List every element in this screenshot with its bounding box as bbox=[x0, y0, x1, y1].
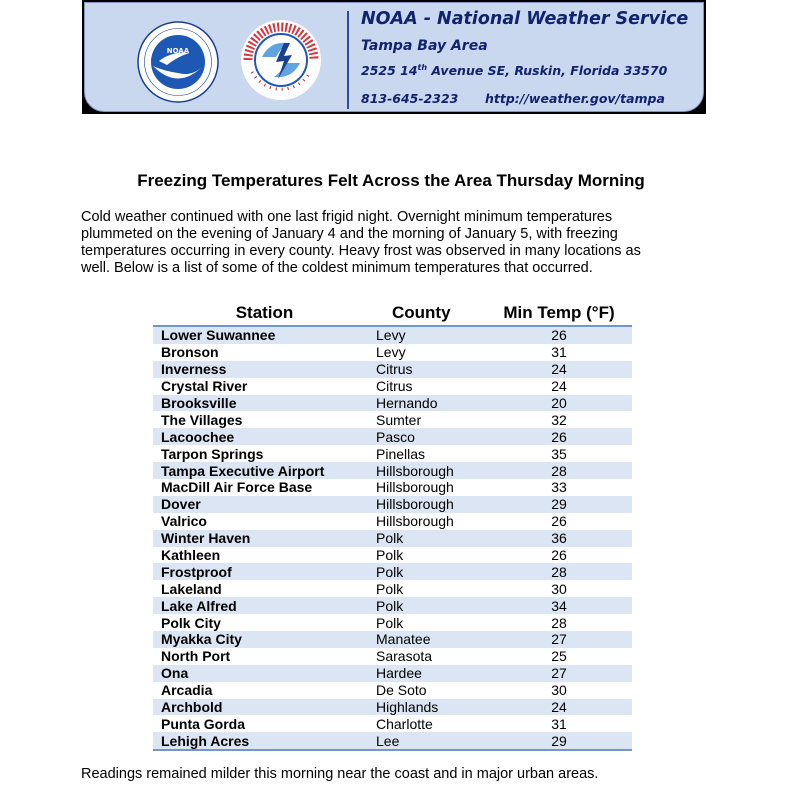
min-temp-cell: 25 bbox=[551, 648, 567, 665]
min-temp-cell: 36 bbox=[486, 530, 632, 547]
address-street: Avenue SE, Ruskin, Florida 33570 bbox=[427, 63, 668, 79]
column-header-min-temp: Min Temp (°F) bbox=[486, 298, 632, 326]
intro-line: well. Below is a list of some of the coldest minimum temperatures that occurred. bbox=[81, 260, 593, 276]
county-cell: De Soto bbox=[376, 682, 427, 699]
station-cell: Crystal River bbox=[161, 378, 248, 395]
table-row bbox=[153, 665, 632, 682]
min-temp-cell: 30 bbox=[551, 580, 567, 597]
county-cell: Hernando bbox=[376, 395, 486, 412]
county-cell: Levy bbox=[376, 326, 486, 344]
footer-note: Readings remained milder this morning near the coast and in major urban areas. bbox=[81, 766, 599, 782]
table-row bbox=[153, 614, 632, 631]
min-temp-cell: 31 bbox=[551, 715, 567, 732]
min-temp-cell: 27 bbox=[486, 631, 632, 648]
min-temp-cell: 34 bbox=[486, 597, 632, 614]
table-row bbox=[153, 648, 632, 665]
county-cell: Pasco bbox=[376, 428, 486, 445]
min-temp-cell: 28 bbox=[551, 614, 567, 631]
min-temp-cell: 32 bbox=[551, 411, 567, 428]
station-cell: Ona bbox=[153, 665, 376, 682]
station-cell: Myakka City bbox=[153, 631, 376, 648]
table-row bbox=[153, 682, 632, 699]
table-row bbox=[153, 361, 632, 378]
min-temperature-table bbox=[153, 298, 632, 751]
min-temp-cell: 30 bbox=[551, 682, 567, 699]
county-cell: Manatee bbox=[376, 631, 486, 648]
county-cell: Hillsborough bbox=[376, 479, 454, 496]
station-cell: Valrico bbox=[161, 513, 207, 530]
station-cell: Tarpon Springs bbox=[161, 445, 264, 462]
station-cell: Lake Alfred bbox=[153, 597, 376, 614]
address-number: 2525 14 bbox=[361, 63, 418, 79]
county-cell: Polk bbox=[376, 614, 404, 631]
nws-logo-icon bbox=[240, 17, 322, 103]
table-row bbox=[153, 715, 632, 732]
table-row bbox=[153, 326, 632, 344]
county-cell: Highlands bbox=[376, 699, 486, 716]
station-cell: Archbold bbox=[153, 699, 376, 716]
column-header-county: County bbox=[376, 298, 486, 326]
office-phone: 813-645-2323 bbox=[361, 91, 459, 106]
min-temp-cell: 28 bbox=[486, 563, 632, 580]
letterhead-panel bbox=[84, 2, 704, 112]
county-cell: Pinellas bbox=[376, 445, 426, 462]
station-cell: MacDill Air Force Base bbox=[161, 479, 313, 496]
intro-paragraph bbox=[81, 209, 721, 277]
min-temp-cell: 26 bbox=[551, 547, 567, 564]
min-temp-cell: 35 bbox=[551, 445, 567, 462]
table-row bbox=[153, 563, 632, 580]
station-cell: Winter Haven bbox=[153, 530, 376, 547]
table-row bbox=[153, 513, 632, 530]
intro-line: plummeted on the evening of January 4 and the morning of January 5, with freezing bbox=[81, 226, 618, 242]
table-body bbox=[153, 326, 632, 750]
table-row bbox=[153, 597, 632, 614]
county-cell: Levy bbox=[376, 344, 406, 361]
county-cell: Polk bbox=[376, 580, 404, 597]
county-cell: Hillsborough bbox=[376, 462, 486, 479]
table-header-row bbox=[153, 298, 632, 326]
table-row bbox=[153, 580, 632, 597]
table-row bbox=[153, 428, 632, 445]
county-cell: Charlotte bbox=[376, 715, 433, 732]
county-cell: Sumter bbox=[376, 411, 422, 428]
station-cell: Inverness bbox=[153, 361, 376, 378]
table-row bbox=[153, 631, 632, 648]
min-temp-cell: 26 bbox=[486, 326, 632, 344]
min-temp-cell: 33 bbox=[551, 479, 567, 496]
min-temp-cell: 29 bbox=[486, 496, 632, 513]
min-temp-cell: 26 bbox=[486, 428, 632, 445]
station-cell: Tampa Executive Airport bbox=[153, 462, 376, 479]
station-cell: Frostproof bbox=[153, 563, 376, 580]
station-cell: Lower Suwannee bbox=[153, 326, 376, 344]
station-cell: Kathleen bbox=[161, 547, 221, 564]
min-temp-cell: 29 bbox=[486, 732, 632, 750]
min-temp-cell: 31 bbox=[551, 344, 567, 361]
min-temp-cell: 24 bbox=[551, 378, 567, 395]
station-cell: North Port bbox=[161, 648, 231, 665]
table-row bbox=[153, 395, 632, 412]
table-row bbox=[153, 496, 632, 513]
table-row bbox=[153, 344, 632, 361]
station-cell: Lehigh Acres bbox=[153, 732, 376, 750]
county-cell: Citrus bbox=[376, 361, 486, 378]
intro-line: Cold weather continued with one last frigid night. Overnight minimum temperatures bbox=[81, 209, 613, 225]
county-cell: Polk bbox=[376, 597, 486, 614]
station-cell: Lacoochee bbox=[153, 428, 376, 445]
min-temp-cell: 20 bbox=[486, 395, 632, 412]
min-temp-cell: 24 bbox=[486, 699, 632, 716]
county-cell: Hardee bbox=[376, 665, 486, 682]
county-cell: Lee bbox=[376, 732, 486, 750]
table-row bbox=[153, 462, 632, 479]
table-row bbox=[153, 479, 632, 496]
station-cell: Bronson bbox=[161, 344, 219, 361]
min-temp-cell: 26 bbox=[551, 513, 567, 530]
min-temp-cell: 28 bbox=[486, 462, 632, 479]
station-cell: Punta Gorda bbox=[161, 715, 246, 732]
intro-line: temperatures occurring in every county. Heavy frost was observed in many locations as bbox=[81, 243, 641, 259]
office-address bbox=[361, 63, 667, 78]
county-cell: Sarasota bbox=[376, 648, 433, 665]
page-title: Freezing Temperatures Felt Across the Area Thursday Morning bbox=[137, 171, 645, 190]
table-row bbox=[153, 699, 632, 716]
county-cell: Polk bbox=[376, 563, 486, 580]
table-row bbox=[153, 378, 632, 395]
noaa-logo-icon bbox=[137, 21, 219, 103]
station-cell: Brooksville bbox=[153, 395, 376, 412]
county-cell: Polk bbox=[376, 547, 404, 564]
address-ordinal: th bbox=[417, 63, 428, 72]
letterhead bbox=[82, 0, 706, 114]
column-header-station: Station bbox=[153, 298, 376, 326]
station-cell: Arcadia bbox=[161, 682, 213, 699]
county-cell: Citrus bbox=[376, 378, 413, 395]
organization-name: NOAA - National Weather Service bbox=[361, 9, 689, 29]
county-cell: Hillsborough bbox=[376, 496, 486, 513]
county-cell: Hillsborough bbox=[376, 513, 454, 530]
station-cell: Dover bbox=[153, 496, 376, 513]
office-area: Tampa Bay Area bbox=[361, 38, 488, 54]
station-cell: The Villages bbox=[161, 411, 243, 428]
min-temp-cell: 24 bbox=[486, 361, 632, 378]
noaa-seal-center-text: NOAA bbox=[166, 47, 190, 55]
table-row bbox=[153, 530, 632, 547]
table-row bbox=[153, 547, 632, 564]
header-divider bbox=[347, 11, 349, 109]
table-row bbox=[153, 411, 632, 428]
station-cell: Lakeland bbox=[161, 580, 222, 597]
county-cell: Polk bbox=[376, 530, 486, 547]
station-cell: Polk City bbox=[161, 614, 221, 631]
table-row bbox=[153, 445, 632, 462]
office-url[interactable]: http://weather.gov/tampa bbox=[485, 91, 665, 106]
table-row bbox=[153, 732, 632, 750]
min-temp-cell: 27 bbox=[486, 665, 632, 682]
